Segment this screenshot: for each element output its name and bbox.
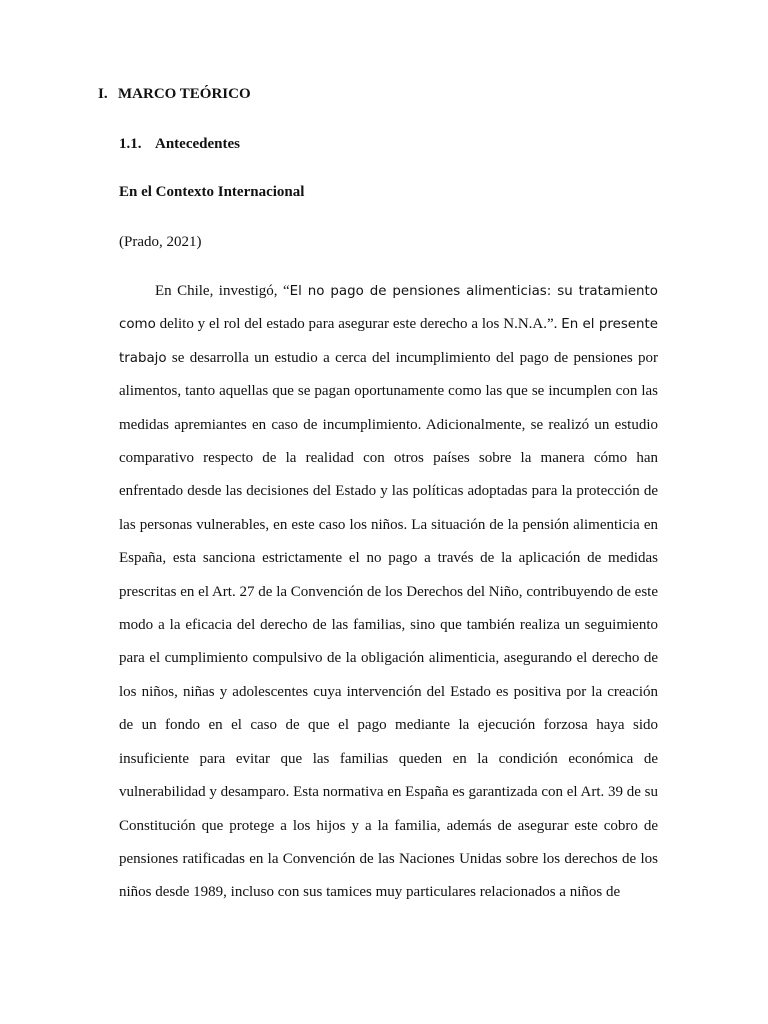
work-title-continued: delito y el rol del estado para asegurar este derecho a los N.N.A.”. xyxy=(159,316,562,333)
citation: (Prado, 2021) xyxy=(119,234,202,250)
presente-trabajo-phrase: En el presente trabajo xyxy=(119,317,659,366)
paragraph-intro: En Chile, investigó, “ xyxy=(155,283,290,299)
work-title: El no pago de pensiones alimenticias: su tratamiento como xyxy=(119,284,658,333)
context-subheading: En el Contexto Internacional xyxy=(119,184,305,200)
subsection-number: 1.1. xyxy=(119,136,142,152)
subsection-heading xyxy=(119,135,240,153)
subsection-title: Antecedentes xyxy=(155,136,240,152)
section-heading xyxy=(98,85,251,103)
paragraph-rest: se desarrolla un estudio a cerca del incumplimiento del pago de pensiones por alimentos, tanto aquellas que se pagan oportunamente como las que se incumplen con las medidas apremiantes en caso de incumplimiento. Adicionalmente, se realizó un estudio comparativo respecto de la realidad con otros países sobre la manera cómo han enfrentado desde las decisiones del Estado y las políticas adoptadas para la protección de las personas vulnerables, en este caso los niños. La situación de la pensión alimenticia en España, esta sanciona estrictamente el no pago a través de la aplicación de medidas prescritas en el Art. 27 de la Convención de los Derechos del Niño, contribuyendo de este modo a la eficacia del derecho de las familias, sino que también realiza un seguimiento para el cumplimiento compulsivo de la obligación alimenticia, asegurando el derecho de los niños, niñas y adolescentes cuya intervención del Estado es positiva por la creación de un fondo en el caso de que el pago mediante la ejecución forzosa haya sido insuficiente para evitar que las familias queden en la condición económica de vulnerabilidad y desamparo. Esta normativa en España es garantizada con el Art. 39 de su Constitución que protege a los hijos y a la familia, además de asegurar este cobro de pensiones ratificadas en la Convención de las Naciones Unidas sobre los derechos de los niños desde 1989, incluso con sus tamices muy particulares relacionados a niños de xyxy=(119,349,658,901)
section-number: I. xyxy=(98,86,108,102)
section-title: MARCO TEÓRICO xyxy=(118,86,251,102)
body-paragraph xyxy=(119,275,658,910)
